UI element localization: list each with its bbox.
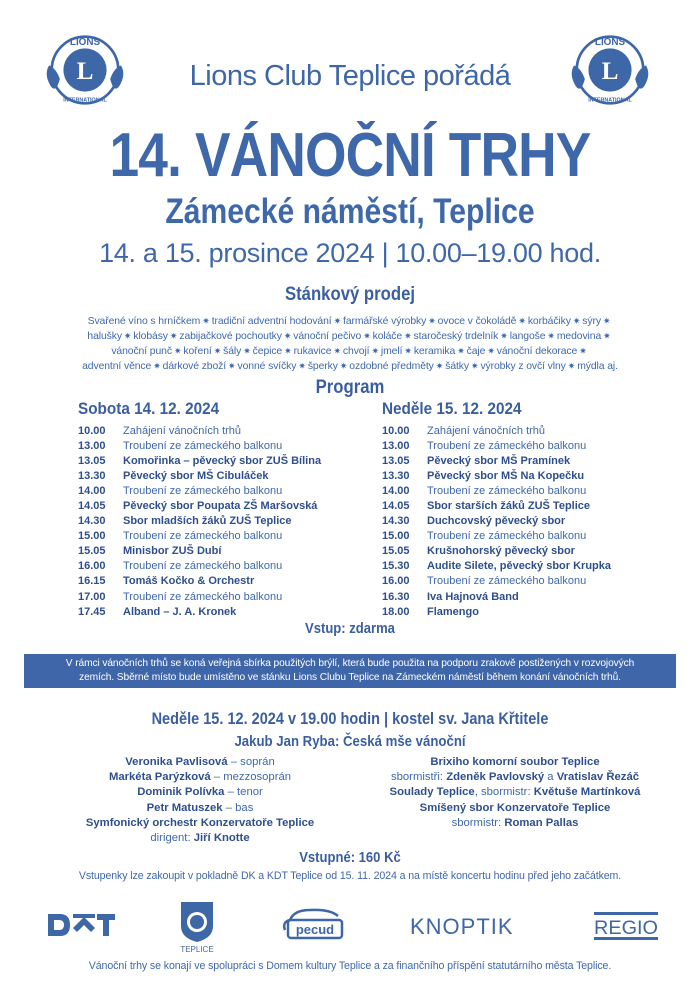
program-time: 13.05: [78, 455, 106, 468]
glasses-collection-banner: [24, 654, 676, 688]
teplice-city-logo: [172, 900, 222, 955]
program-item: Alband – J. A. Kronek: [123, 605, 237, 618]
program-time: 16.30: [382, 590, 410, 603]
star-separator-icon: ✷: [333, 346, 341, 356]
program-time: 17.45: [78, 605, 106, 618]
performer-name: Zdeněk Pavlovský: [446, 771, 545, 784]
program-row: [78, 574, 378, 589]
performer-role: , sbormistr:: [474, 786, 534, 799]
program-time: 13.30: [382, 470, 410, 483]
program-row: [78, 559, 378, 574]
performer-name: Markéta Parýzková: [108, 771, 211, 784]
program-row: [78, 514, 378, 529]
star-separator-icon: ✷: [371, 346, 379, 356]
program-time: 14.30: [382, 515, 410, 528]
program-time: 10.00: [78, 425, 106, 437]
stall-item: keramika: [413, 346, 456, 357]
program-row: [382, 499, 682, 514]
event-dates: 14. a 15. prosince 2024 | 10.00–19.00 hod.: [99, 238, 601, 268]
program-row: [382, 544, 682, 559]
star-separator-icon: ✷: [518, 316, 526, 326]
program-item: Zahájení vánočních trhů: [427, 425, 546, 437]
stall-item: klobásy: [133, 331, 168, 342]
star-separator-icon: ✷: [169, 331, 178, 341]
program-row: [78, 469, 378, 484]
program-item: Iva Hajnová Band: [427, 590, 519, 603]
performer-role: a: [544, 771, 557, 784]
performer-name: Petr Matuszek: [146, 801, 223, 814]
star-separator-icon: ✷: [284, 346, 292, 356]
performer-role: dirigent:: [150, 832, 194, 845]
ticket-info: Vstupenky lze zakoupit v pokladně DK a KDT Teplice od 15. 11. 2024 a na místě koncertu hodinu před jeho začátkem.: [78, 870, 622, 882]
performer-name: Dominik Polívka: [137, 786, 225, 799]
star-separator-icon: ✷: [602, 316, 611, 326]
performer-role: – mezzosoprán: [210, 771, 292, 784]
program-list: [382, 422, 682, 620]
organizer-line: Lions Club Teplice pořádá: [189, 60, 511, 92]
performer-name: Jiří Knotte: [193, 832, 250, 845]
stall-item: vonné svíčky: [237, 361, 297, 372]
program-time: 15.30: [382, 560, 410, 573]
program-time: 15.00: [78, 530, 106, 543]
pecud-label: pecud: [295, 922, 335, 937]
stalls-list: [30, 314, 670, 374]
stall-item: vánoční dekorace: [496, 346, 578, 357]
star-separator-icon: ✷: [243, 346, 251, 356]
program-row: [78, 544, 378, 559]
program-row: [382, 454, 682, 469]
stall-item: koláče: [372, 331, 403, 342]
concert-work: Jakub Jan Ryba: Česká mše vánoční: [234, 733, 466, 750]
program-row: [78, 484, 378, 499]
stalls-line: [30, 329, 670, 344]
star-separator-icon: ✷: [298, 361, 306, 371]
program-row: [382, 439, 682, 454]
logo-letter: L: [76, 58, 94, 85]
star-separator-icon: ✷: [333, 316, 342, 326]
program-time: 16.00: [382, 575, 410, 588]
program-row: [382, 529, 682, 544]
performer-line: [355, 816, 675, 831]
program-time: 14.05: [78, 500, 106, 513]
dkt-logo: [46, 912, 116, 938]
logo-top-text: LIONS: [69, 36, 101, 48]
stall-item: šály: [223, 346, 242, 357]
star-separator-icon: ✷: [435, 361, 444, 371]
star-separator-icon: ✷: [173, 346, 182, 356]
stall-item: langoše: [509, 331, 546, 342]
performers-left: [40, 755, 360, 846]
program-row: [382, 559, 682, 574]
performer-name: Brixiho komorní soubor Teplice: [430, 756, 600, 768]
stall-item: výrobky z ovčí vlny: [480, 361, 566, 372]
banner-line-1: V rámci vánočních trhů se koná veřejná sbírka použitých brýlí, která bude použita na podporu zrakově postižených v rozvojových: [65, 658, 635, 669]
program-heading: Program: [315, 377, 385, 398]
stall-item: ozdobné předměty: [349, 361, 434, 372]
stall-item: sýry: [582, 316, 601, 327]
program-item: Troubení ze zámeckého balkonu: [123, 440, 283, 453]
concert-title: Neděle 15. 12. 2024 v 19.00 hodin | kostel sv. Jana Křtitele: [151, 710, 549, 728]
stalls-line: [30, 314, 670, 329]
program-time: 13.00: [382, 440, 410, 453]
ticket-price: Vstupné: 160 Kč: [299, 850, 401, 866]
stall-item: jmelí: [380, 346, 403, 357]
regio-logo: [593, 911, 659, 941]
program-item: Minisbor ZUŠ Dubí: [123, 545, 222, 558]
star-separator-icon: ✷: [579, 346, 587, 356]
star-separator-icon: ✷: [228, 361, 236, 371]
stalls-line: [30, 359, 670, 374]
program-time: 14.00: [382, 485, 410, 498]
stall-item: ovoce v čokoládě: [437, 316, 517, 327]
program-time: 14.05: [382, 500, 410, 513]
performer-role: – tenor: [224, 786, 263, 799]
performer-line: [355, 801, 675, 816]
venue-title: Zámecké náměstí, Teplice: [165, 192, 535, 231]
entry-free-label: Vstup: zdarma: [305, 621, 395, 637]
program-row: [78, 529, 378, 544]
program-row: [78, 499, 378, 514]
program-list: [78, 422, 378, 620]
stall-item: chvojí: [342, 346, 370, 357]
program-row: [382, 605, 682, 620]
program-item: Pěvecký sbor MŠ Na Kopečku: [427, 470, 585, 483]
performer-role: sbormistr:: [451, 816, 505, 829]
performer-line: [40, 785, 360, 800]
program-time: 18.00: [382, 605, 410, 618]
star-separator-icon: ✷: [404, 346, 412, 356]
performer-role: – bas: [222, 801, 254, 814]
program-time: 13.30: [78, 470, 106, 483]
stall-item: rukavice: [293, 346, 332, 357]
star-separator-icon: ✷: [404, 331, 412, 341]
program-time: 14.30: [78, 515, 106, 528]
stall-item: šperky: [307, 361, 338, 372]
stall-item: dárkové zboží: [162, 361, 227, 372]
logo-top-text: LIONS: [594, 36, 626, 48]
program-item: Troubení ze zámeckého balkonu: [427, 440, 587, 453]
program-time: 16.00: [78, 560, 106, 573]
day-title: Sobota 14. 12. 2024: [78, 399, 220, 418]
stall-item: tradiční adventní hodování: [211, 316, 332, 327]
program-item: Komořinka – pěvecký sbor ZUŠ Bílina: [123, 455, 322, 468]
star-separator-icon: ✷: [572, 316, 581, 326]
program-row: [382, 514, 682, 529]
performers-right: [355, 755, 675, 831]
performer-line: [40, 755, 360, 770]
day-title: Neděle 15. 12. 2024: [382, 399, 522, 418]
stall-item: vánoční punč: [111, 346, 172, 357]
program-row: [78, 605, 378, 620]
star-separator-icon: ✷: [567, 361, 576, 371]
program-row: [78, 424, 378, 439]
performer-role: sbormistři:: [390, 771, 447, 784]
program-item: Krušnohorský pěvecký sbor: [427, 545, 575, 558]
program-row: [78, 439, 378, 454]
performer-name: Soulady Teplice: [389, 786, 475, 799]
stall-item: korbáčiky: [527, 316, 571, 327]
program-time: 15.00: [382, 530, 410, 543]
logo-bottom-text: INTERNATIONAL: [63, 97, 107, 104]
program-item: Zahájení vánočních trhů: [123, 425, 242, 437]
program-item: Tomáš Kočko & Orchestr: [123, 575, 255, 588]
program-item: Sbor mladších žáků ZUŠ Teplice: [123, 515, 292, 528]
program-time: 17.00: [78, 590, 106, 603]
stall-item: zabijačkové pochoutky: [179, 331, 282, 342]
performer-role: – soprán: [227, 756, 275, 768]
program-row: [382, 574, 682, 589]
program-row: [382, 424, 682, 439]
performer-line: [40, 770, 360, 785]
performer-line: [40, 816, 360, 831]
stall-item: šátky: [445, 361, 469, 372]
program-item: Pěvecký sbor MŠ Pramínek: [427, 455, 571, 468]
program-item: Duchcovský pěvecký sbor: [427, 515, 566, 528]
star-separator-icon: ✷: [470, 361, 479, 371]
star-separator-icon: ✷: [363, 331, 371, 341]
performer-name: Symfonický orchestr Konzervatoře Teplice: [85, 816, 315, 829]
stall-item: halušky: [87, 331, 122, 342]
program-day-saturday: [78, 398, 378, 620]
performer-line: [40, 801, 360, 816]
stall-item: farmářské výrobky: [343, 316, 427, 327]
star-separator-icon: ✷: [603, 331, 611, 341]
teplice-label: TEPLICE: [180, 945, 214, 954]
program-time: 10.00: [382, 425, 410, 437]
logo-letter: L: [601, 58, 619, 85]
program-time: 15.05: [382, 545, 410, 558]
performer-name: Smíšený sbor Konzervatoře Teplice: [419, 801, 611, 814]
program-item: Flamengo: [427, 605, 479, 618]
footer-note: Vánoční trhy se konají ve spolupráci s Domem kultury Teplice a za finančního příspění statutárního města Teplice.: [88, 960, 612, 972]
performer-name: Vratislav Řezáč: [556, 771, 640, 784]
star-separator-icon: ✷: [339, 361, 348, 371]
program-item: Troubení ze zámeckého balkonu: [123, 530, 283, 543]
star-separator-icon: ✷: [428, 316, 436, 326]
program-item: Pěvecký sbor Poupata ZŠ Maršovská: [123, 500, 318, 513]
program-item: Troubení ze zámeckého balkonu: [123, 560, 283, 573]
program-time: 16.15: [78, 575, 106, 588]
program-time: 15.05: [78, 545, 106, 558]
program-day-sunday: [382, 398, 682, 620]
performer-line: [40, 831, 360, 846]
program-row: [382, 469, 682, 484]
program-item: Sbor starších žáků ZUŠ Teplice: [427, 500, 591, 513]
star-separator-icon: ✷: [202, 316, 210, 326]
stall-item: medovina: [556, 331, 602, 342]
stall-item: vánoční pečivo: [293, 331, 362, 342]
program-item: Pěvecký sbor MŠ Cibuláček: [123, 470, 269, 483]
program-item: Troubení ze zámeckého balkonu: [427, 530, 587, 543]
logo-bottom-text: INTERNATIONAL: [588, 97, 632, 104]
star-separator-icon: ✷: [547, 331, 555, 341]
stalls-line: [30, 344, 670, 359]
performer-name: Květuše Martínková: [533, 786, 641, 799]
program-item: Troubení ze zámeckého balkonu: [427, 485, 587, 498]
stall-item: staročeský trdelník: [413, 331, 499, 342]
program-row: [382, 590, 682, 605]
main-title: 14. VÁNOČNÍ TRHY: [109, 121, 591, 190]
star-separator-icon: ✷: [283, 331, 292, 341]
stall-item: adventní věnce: [82, 361, 152, 372]
program-row: [78, 590, 378, 605]
performer-line: [355, 770, 675, 785]
stall-item: koření: [183, 346, 212, 357]
stall-item: čepice: [252, 346, 283, 357]
banner-line-2: zemích. Sběrné místo bude umístěno ve stánku Lions Clubu Teplice na Zámeckém náměstí během konání vánočních trhů.: [79, 672, 621, 683]
program-item: Troubení ze zámeckého balkonu: [123, 590, 283, 603]
regio-label: REGIO: [594, 918, 658, 939]
performer-name: Roman Pallas: [504, 816, 579, 829]
program-item: Troubení ze zámeckého balkonu: [123, 485, 283, 498]
stalls-heading: Stánkový prodej: [284, 284, 416, 305]
program-row: [382, 484, 682, 499]
pecud-logo: [280, 906, 350, 942]
performer-name: Veronika Pavlisová: [125, 756, 228, 768]
star-separator-icon: ✷: [213, 346, 222, 356]
knoptik-logo: KNOPTIK: [410, 914, 514, 939]
program-time: 13.05: [382, 455, 410, 468]
program-time: 14.00: [78, 485, 106, 498]
star-separator-icon: ✷: [457, 346, 465, 356]
program-row: [78, 454, 378, 469]
stall-item: Svařené víno s hrníčkem: [87, 316, 201, 327]
stall-item: mýdla aj.: [577, 361, 618, 372]
program-time: 13.00: [78, 440, 106, 453]
star-separator-icon: ✷: [500, 331, 508, 341]
stall-item: čaje: [466, 346, 486, 357]
performer-line: [355, 785, 675, 800]
star-separator-icon: ✷: [123, 331, 132, 341]
star-separator-icon: ✷: [487, 346, 495, 356]
star-separator-icon: ✷: [153, 361, 161, 371]
performer-line: [355, 755, 675, 770]
program-item: Troubení ze zámeckého balkonu: [427, 575, 587, 588]
program-item: Audite Silete, pěvecký sbor Krupka: [427, 560, 612, 573]
